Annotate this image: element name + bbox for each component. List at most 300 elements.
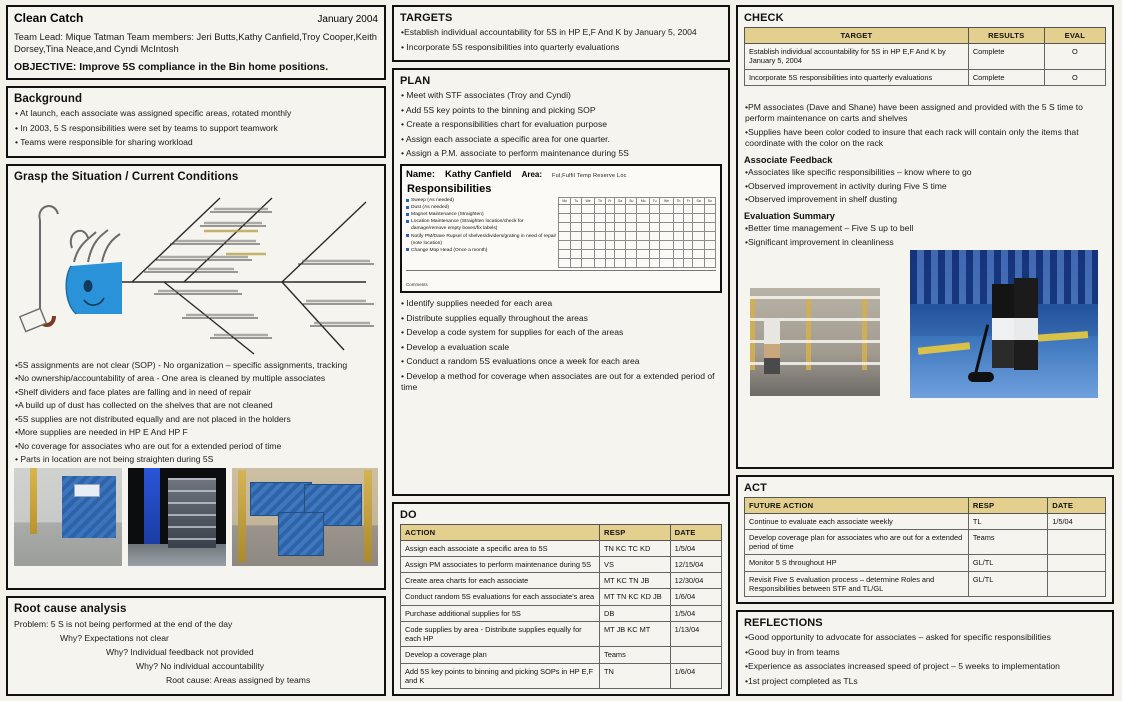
resp-chart-grid-row xyxy=(559,241,716,250)
person-shape xyxy=(1014,278,1038,370)
bullet-square-icon xyxy=(406,234,409,237)
grid-cell[interactable] xyxy=(571,214,582,223)
grid-cell[interactable] xyxy=(571,250,582,259)
background-heading: Background xyxy=(14,93,83,106)
table-row xyxy=(401,589,722,605)
grid-cell[interactable] xyxy=(615,205,626,214)
grid-cell[interactable] xyxy=(693,259,704,268)
resp-chart-item-label: Sweep (As needed) xyxy=(411,198,454,203)
grid-cell[interactable] xyxy=(649,232,660,241)
floor-shape xyxy=(128,544,226,566)
day-header-cell: Fr xyxy=(605,198,614,205)
title-panel xyxy=(6,5,386,80)
resp-chart-item-label: Change Mop Head (Once a month) xyxy=(411,247,488,253)
grid-cell[interactable] xyxy=(660,250,673,259)
grid-cell[interactable] xyxy=(684,205,693,214)
middle-column xyxy=(392,5,730,696)
do-action-cell: Purchase additional supplies for 5S xyxy=(401,605,600,621)
do-date-cell xyxy=(670,647,721,663)
grid-cell[interactable] xyxy=(605,205,614,214)
act-header-row xyxy=(745,497,1106,513)
grid-cell[interactable] xyxy=(684,241,693,250)
day-header-cell: Th xyxy=(595,198,606,205)
plan-item: • Develop a code system for supplies for each of the areas xyxy=(401,327,624,337)
resp-chart-item-label: Location Maintenance (Straighten location/check for damage/remove empty boxes/fix labels) xyxy=(411,219,524,232)
grid-cell[interactable] xyxy=(581,223,594,232)
day-header-cell: Mo xyxy=(559,198,571,205)
grid-cell[interactable] xyxy=(571,232,582,241)
grid-cell[interactable] xyxy=(673,250,684,259)
grid-cell[interactable] xyxy=(595,259,606,268)
person-shape xyxy=(992,284,1014,368)
grid-cell[interactable] xyxy=(615,232,626,241)
do-action-cell: Assign PM associates to perform maintenance during 5S xyxy=(401,556,600,572)
do-date-cell: 1/5/04 xyxy=(670,605,721,621)
grid-cell[interactable] xyxy=(559,259,571,268)
plan-heading: PLAN xyxy=(400,75,431,87)
act-action-cell: Continue to evaluate each associate weekly xyxy=(745,513,969,529)
table-row xyxy=(401,556,722,572)
check-photo-row xyxy=(744,250,1106,400)
grid-cell[interactable] xyxy=(693,223,704,232)
grid-cell[interactable] xyxy=(673,232,684,241)
resp-chart-grid-table xyxy=(558,197,716,268)
check-eval-cell: O xyxy=(1044,69,1105,85)
resp-chart-day-header-row xyxy=(559,198,716,205)
grid-cell[interactable] xyxy=(673,241,684,250)
grid-cell[interactable] xyxy=(559,232,571,241)
resp-chart-grid-row xyxy=(559,214,716,223)
act-date-cell xyxy=(1048,571,1106,597)
grid-cell[interactable] xyxy=(626,232,637,241)
resp-chart-item xyxy=(406,211,558,218)
day-header-cell: Fr xyxy=(684,198,693,205)
reflections-item: •Good opportunity to advocate for associates – asked for specific responsibilities xyxy=(745,632,1051,642)
day-header-cell: Tu xyxy=(649,198,660,205)
resp-chart-area-label: Area: xyxy=(521,170,543,179)
do-action-cell: Conduct random 5S evaluations for each associate's area xyxy=(401,589,600,605)
grid-cell[interactable] xyxy=(649,250,660,259)
do-table-head xyxy=(401,524,722,540)
associates-sweeping-aisle-photo xyxy=(910,250,1098,398)
grid-cell[interactable] xyxy=(581,232,594,241)
act-action-cell: Revisit Five S evaluation process – determine Roles and Responsibilities between STF and TL/GL xyxy=(745,571,969,597)
resp-chart-grid-row xyxy=(559,232,716,241)
report-title: Clean Catch xyxy=(14,11,84,25)
resp-chart-title: Responsibilities xyxy=(407,183,492,195)
do-resp-cell: DB xyxy=(600,605,671,621)
grid-cell[interactable] xyxy=(660,205,673,214)
grid-cell[interactable] xyxy=(637,223,649,232)
resp-chart-name-label: Name: xyxy=(406,169,436,180)
grid-cell[interactable] xyxy=(704,250,715,259)
grid-cell[interactable] xyxy=(595,241,606,250)
do-date-cell: 1/6/04 xyxy=(670,589,721,605)
grid-cell[interactable] xyxy=(673,223,684,232)
day-header-cell: We xyxy=(660,198,673,205)
do-date-cell: 1/6/04 xyxy=(670,663,721,689)
table-row xyxy=(745,513,1106,529)
check-table-body xyxy=(745,44,1106,86)
resp-chart-name-value: Kathy Canfield xyxy=(445,169,512,180)
table-row xyxy=(745,44,1106,70)
resp-chart-grid-row xyxy=(559,259,716,268)
grid-cell[interactable] xyxy=(605,232,614,241)
day-header-cell: We xyxy=(581,198,594,205)
grid-cell[interactable] xyxy=(626,214,637,223)
grid-cell[interactable] xyxy=(637,232,649,241)
associate-stocking-rack-photo xyxy=(750,288,880,396)
grid-cell[interactable] xyxy=(660,232,673,241)
check-header-row xyxy=(745,28,1106,44)
table-row xyxy=(745,555,1106,571)
grasp-item: •More supplies are needed in HP E And HP F xyxy=(15,427,188,438)
grasp-item: •No ownership/accountability of area - One area is cleaned by multiple associates xyxy=(15,373,326,384)
grasp-item: •Shelf dividers and face plates are falling and in need of repair xyxy=(15,386,252,397)
grid-cell[interactable] xyxy=(605,214,614,223)
reflections-item: •Good buy in from teams xyxy=(745,646,840,657)
day-header-cell: Sa xyxy=(693,198,704,205)
resp-chart-footer-label: Comments xyxy=(406,282,428,287)
grid-cell[interactable] xyxy=(595,214,606,223)
grasp-item: •5S assignments are not clear (SOP) - No organization – specific assignments, tracking xyxy=(15,359,348,370)
background-panel xyxy=(6,86,386,158)
grid-cell[interactable] xyxy=(571,259,582,268)
grid-cell[interactable] xyxy=(673,214,684,223)
grid-cell[interactable] xyxy=(581,214,594,223)
aisle-cart-photo xyxy=(128,468,226,566)
do-table-body xyxy=(401,540,722,689)
act-date-cell xyxy=(1048,529,1106,555)
do-table xyxy=(400,524,722,690)
grid-cell[interactable] xyxy=(559,205,571,214)
root-cause-panel xyxy=(6,596,386,696)
act-resp-cell: TL xyxy=(968,513,1047,529)
grid-cell[interactable] xyxy=(704,232,715,241)
grid-cell[interactable] xyxy=(559,223,571,232)
table-row xyxy=(401,647,722,663)
grid-cell[interactable] xyxy=(559,250,571,259)
check-results-cell: Complete xyxy=(968,69,1044,85)
grid-cell[interactable] xyxy=(595,250,606,259)
targets-panel xyxy=(392,5,730,62)
reflections-panel xyxy=(736,610,1114,696)
grid-cell[interactable] xyxy=(605,259,614,268)
act-table-head xyxy=(745,497,1106,513)
grid-cell[interactable] xyxy=(649,259,660,268)
act-date-cell xyxy=(1048,555,1106,571)
resp-chart-top-row xyxy=(406,169,716,180)
grid-cell[interactable] xyxy=(581,259,594,268)
act-resp-cell: GL/TL xyxy=(968,555,1047,571)
resp-chart-body xyxy=(406,197,716,268)
act-table xyxy=(744,497,1106,598)
grid-cell[interactable] xyxy=(704,241,715,250)
grid-cell[interactable] xyxy=(704,214,715,223)
right-column xyxy=(736,5,1114,696)
grid-cell[interactable] xyxy=(605,223,614,232)
plan-item: • Develop a method for coverage when associates are out for a extended period of time xyxy=(401,370,715,392)
plan-item: • Assign a P.M. associate to perform maintenance during 5S xyxy=(401,148,629,158)
plan-item: • Meet with STF associates (Troy and Cyndi) xyxy=(401,90,571,100)
targets-item: •Establish individual accountability for 5S in HP E,F And K by January 5, 2004 xyxy=(401,27,697,37)
grid-cell[interactable] xyxy=(626,250,637,259)
fishbone-diagram xyxy=(14,186,378,358)
grasp-photo-row xyxy=(14,468,378,566)
table-row xyxy=(401,621,722,647)
table-row xyxy=(401,573,722,589)
grid-cell[interactable] xyxy=(637,214,649,223)
grid-cell[interactable] xyxy=(673,259,684,268)
left-column xyxy=(6,5,386,696)
resp-chart-item-list xyxy=(406,197,558,268)
resp-chart-item-label: Dust (As needed) xyxy=(411,205,450,211)
fish-head-icon xyxy=(20,206,122,332)
grid-cell[interactable] xyxy=(605,241,614,250)
table-row xyxy=(745,571,1106,597)
grid-cell[interactable] xyxy=(615,223,626,232)
grid-cell[interactable] xyxy=(637,205,649,214)
do-resp-cell: TN xyxy=(600,663,671,689)
grid-cell[interactable] xyxy=(660,241,673,250)
grid-cell[interactable] xyxy=(693,241,704,250)
resp-chart-grid-row xyxy=(559,205,716,214)
do-action-cell: Create area charts for each associate xyxy=(401,573,600,589)
day-header-cell: Su xyxy=(704,198,715,205)
team-members: Team Lead: Mique Tatman Team members: Jeri Butts,Kathy Canfield,Troy Cooper,Keith Dorsey,Tina Neace,and Cyndi McIntosh xyxy=(14,31,378,55)
table-row xyxy=(745,69,1106,85)
bullet-square-icon xyxy=(406,220,409,223)
grid-cell[interactable] xyxy=(704,259,715,268)
grid-cell[interactable] xyxy=(637,259,649,268)
do-date-cell: 12/15/04 xyxy=(670,556,721,572)
grid-cell[interactable] xyxy=(673,205,684,214)
grid-cell[interactable] xyxy=(684,250,693,259)
bullet-square-icon xyxy=(406,248,409,251)
person-shape xyxy=(764,318,780,374)
table-row xyxy=(401,605,722,621)
act-heading: ACT xyxy=(744,481,767,494)
root-cause-result: Root cause: Areas assigned by teams xyxy=(166,675,311,685)
resp-chart-item-label: Magnet Maintenance (Straighten) xyxy=(411,212,484,218)
grid-cell[interactable] xyxy=(649,214,660,223)
resp-chart-area-value: Ful,Fulfil Temp Reserve Loc xyxy=(552,173,627,179)
associate-feedback-item: •Observed improvement in shelf dusting xyxy=(745,194,898,205)
act-panel xyxy=(736,475,1114,605)
reflections-item: •Experience as associates increased speed of project – 5 weeks to implementation xyxy=(745,661,1060,671)
grid-cell[interactable] xyxy=(615,259,626,268)
plan-item: • Distribute supplies equally throughout the areas xyxy=(401,312,588,323)
grid-cell[interactable] xyxy=(649,223,660,232)
check-heading: CHECK xyxy=(744,12,784,24)
root-cause-why: Why? No individual accountability xyxy=(136,661,265,671)
targets-item: • Incorporate 5S responsibilities into quarterly evaluations xyxy=(401,41,620,52)
bullet-square-icon xyxy=(406,206,409,209)
grid-cell[interactable] xyxy=(605,250,614,259)
grid-cell[interactable] xyxy=(581,241,594,250)
grid-cell[interactable] xyxy=(595,223,606,232)
broom-head-shape xyxy=(968,372,994,382)
root-cause-why: Why? Individual feedback not provided xyxy=(106,647,254,657)
grid-cell[interactable] xyxy=(626,241,637,250)
grid-cell[interactable] xyxy=(704,223,715,232)
act-resp-cell: GL/TL xyxy=(968,571,1047,597)
do-header-row xyxy=(401,524,722,540)
fishbone-svg xyxy=(14,186,380,358)
grid-cell[interactable] xyxy=(693,232,704,241)
grasp-item: •A build up of dust has collected on the shelves that are not cleaned xyxy=(15,400,273,411)
grasp-item: •No coverage for associates who are out for a extended period of time xyxy=(15,440,282,451)
check-results-cell: Complete xyxy=(968,44,1044,70)
grid-cell[interactable] xyxy=(660,259,673,268)
check-gap xyxy=(744,86,1106,102)
grid-cell[interactable] xyxy=(571,241,582,250)
do-resp-cell: VS xyxy=(600,556,671,572)
plan-item: • Conduct a random 5S evaluations once a week for each area xyxy=(401,356,640,366)
grid-cell[interactable] xyxy=(595,205,606,214)
grid-cell[interactable] xyxy=(637,250,649,259)
check-note: •Supplies have been color coded to insure that each rack will contain only the items that coordinate with the color on the rack xyxy=(745,127,1079,149)
act-resp-cell: Teams xyxy=(968,529,1047,555)
grid-cell[interactable] xyxy=(684,214,693,223)
check-panel xyxy=(736,5,1114,469)
check-col-results: RESULTS xyxy=(968,28,1044,44)
grid-cell[interactable] xyxy=(615,241,626,250)
plan-item: • Identify supplies needed for each area xyxy=(401,298,553,308)
associate-feedback-item: •Observed improvement in activity during Five S time xyxy=(745,180,947,191)
plan-item: • Assign each associate a specific area for one quarter. xyxy=(401,133,610,144)
resp-chart-day-grid xyxy=(558,197,716,268)
targets-heading: TARGETS xyxy=(400,12,453,24)
do-action-cell: Code supplies by area - Distribute supplies equally for each HP xyxy=(401,621,600,647)
day-header-cell: Su xyxy=(626,198,637,205)
do-date-cell: 1/13/04 xyxy=(670,621,721,647)
day-header-cell: Mo xyxy=(637,198,649,205)
grid-cell[interactable] xyxy=(684,259,693,268)
background-item: • In 2003, 5 S responsibilities were set by teams to support teamwork xyxy=(15,122,278,133)
grid-cell[interactable] xyxy=(649,241,660,250)
grid-cell[interactable] xyxy=(559,214,571,223)
plan-item: • Develop a evaluation scale xyxy=(401,341,510,352)
resp-chart-item xyxy=(406,233,558,247)
tote-shape xyxy=(278,512,324,556)
grid-cell[interactable] xyxy=(571,205,582,214)
resp-chart-footer-strip xyxy=(406,270,716,282)
resp-chart-item xyxy=(406,204,558,211)
plan-item: • Add 5S key points to the binning and picking SOP xyxy=(401,104,596,115)
grid-cell[interactable] xyxy=(571,223,582,232)
do-heading: DO xyxy=(400,508,417,521)
act-col-future-action: FUTURE ACTION xyxy=(745,497,969,513)
resp-chart-item xyxy=(406,247,558,254)
responsibilities-chart xyxy=(400,164,722,293)
do-col-resp: RESP xyxy=(600,524,671,540)
check-eval-cell: O xyxy=(1044,44,1105,70)
grid-cell[interactable] xyxy=(626,223,637,232)
do-date-cell: 1/5/04 xyxy=(670,540,721,556)
bin-home-position-photo xyxy=(14,468,122,566)
grid-cell[interactable] xyxy=(637,241,649,250)
grid-cell[interactable] xyxy=(684,223,693,232)
grid-cell[interactable] xyxy=(693,214,704,223)
grid-cell[interactable] xyxy=(693,250,704,259)
check-note: •PM associates (Dave and Shane) have been assigned and provided with the 5 S time to perform maintenance on carts and shelves xyxy=(745,101,1083,123)
grid-cell[interactable] xyxy=(581,250,594,259)
check-col-target: TARGET xyxy=(745,28,969,44)
grid-cell[interactable] xyxy=(649,205,660,214)
grid-cell[interactable] xyxy=(626,259,637,268)
grasp-situation-panel xyxy=(6,164,386,590)
do-resp-cell: MT KC TN JB xyxy=(600,573,671,589)
grid-cell[interactable] xyxy=(581,205,594,214)
do-resp-cell: Teams xyxy=(600,647,671,663)
check-table xyxy=(744,27,1106,86)
act-action-cell: Monitor 5 S throughout HP xyxy=(745,555,969,571)
reflections-item: •1st project completed as TLs xyxy=(745,675,858,686)
do-panel xyxy=(392,502,730,697)
do-resp-cell: MT TN KC KD JB xyxy=(600,589,671,605)
background-item: • Teams were responsible for sharing workload xyxy=(15,137,193,148)
do-col-action: ACTION xyxy=(401,524,600,540)
act-col-date: DATE xyxy=(1048,497,1106,513)
root-cause-why: Why? Expectations not clear xyxy=(60,633,169,643)
do-col-date: DATE xyxy=(670,524,721,540)
report-date: January 2004 xyxy=(317,14,378,25)
grid-cell[interactable] xyxy=(615,214,626,223)
day-header-cell: Tu xyxy=(571,198,582,205)
reflections-heading: REFLECTIONS xyxy=(744,617,823,629)
associate-feedback-heading: Associate Feedback xyxy=(744,155,833,166)
objective-text: OBJECTIVE: Improve 5S compliance in the Bin home positions. xyxy=(14,62,329,74)
background-item: • At launch, each associate was assigned specific areas, rotated monthly xyxy=(15,108,292,119)
bullet-square-icon xyxy=(406,213,409,216)
act-date-cell: 1/5/04 xyxy=(1048,513,1106,529)
evaluation-summary-item: •Significant improvement in cleanliness xyxy=(745,236,894,247)
resp-chart-grid-row xyxy=(559,223,716,232)
table-row xyxy=(401,663,722,689)
do-date-cell: 12/30/04 xyxy=(670,573,721,589)
do-action-cell: Assign each associate a specific area to 5S xyxy=(401,540,600,556)
plan-item: • Create a responsibilities chart for evaluation purpose xyxy=(401,119,608,129)
resp-chart-item xyxy=(406,197,558,204)
plan-panel xyxy=(392,68,730,496)
grasp-heading: Grasp the Situation / Current Conditions xyxy=(14,170,239,183)
table-row xyxy=(745,529,1106,555)
resp-chart-grid-row xyxy=(559,250,716,259)
check-target-cell: Establish individual accountability for 5S in HP E,F And K by January 5, 2004 xyxy=(745,44,969,70)
check-target-cell: Incorporate 5S responsibilities into quarterly evaluations xyxy=(745,69,969,85)
day-header-cell: Sa xyxy=(615,198,626,205)
grid-cell[interactable] xyxy=(684,232,693,241)
title-row xyxy=(14,11,378,25)
grid-cell[interactable] xyxy=(660,214,673,223)
root-cause-heading: Root cause analysis xyxy=(14,603,127,615)
resp-chart-item-label: Notify PM/Dave Rupsel of shelves/dividers/grating in need of repair (note location) xyxy=(411,233,557,246)
grid-cell[interactable] xyxy=(660,223,673,232)
grid-cell[interactable] xyxy=(693,205,704,214)
grid-cell[interactable] xyxy=(615,250,626,259)
act-action-cell: Develop coverage plan for associates who are out for a extended period of time xyxy=(745,529,969,555)
grid-cell[interactable] xyxy=(704,205,715,214)
grasp-item: •5S supplies are not distributed equally and are not placed in the holders xyxy=(15,413,291,424)
do-resp-cell: TN KC TC KD xyxy=(600,540,671,556)
grasp-item: • Parts in location are not being straighten during 5S xyxy=(15,454,214,465)
grid-cell[interactable] xyxy=(595,232,606,241)
day-header-cell: Th xyxy=(673,198,684,205)
grid-cell[interactable] xyxy=(559,241,571,250)
table-row xyxy=(401,540,722,556)
grid-cell[interactable] xyxy=(626,205,637,214)
